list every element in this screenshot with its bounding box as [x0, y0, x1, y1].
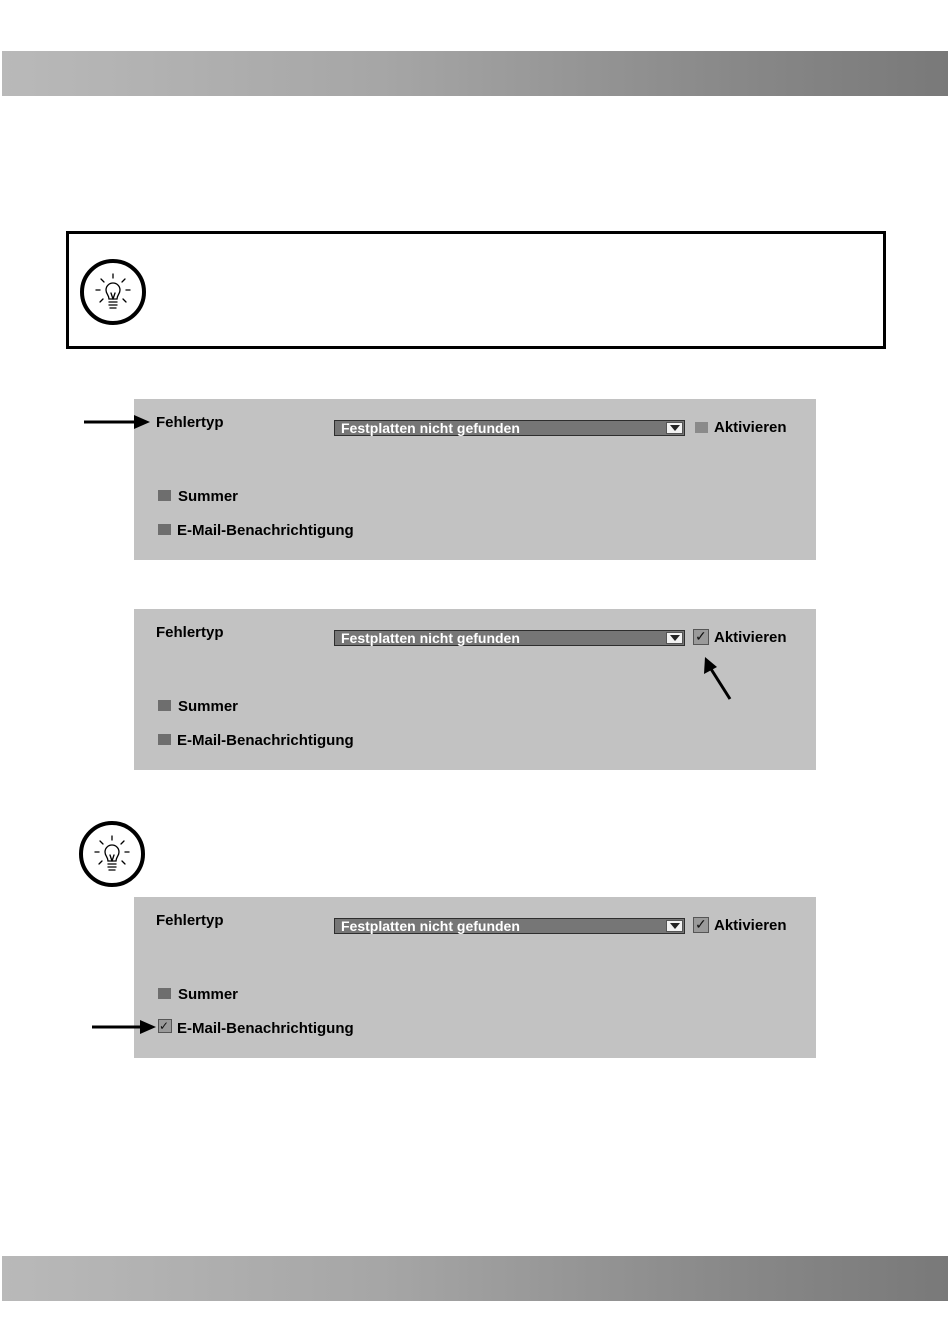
email-notification-checkbox[interactable] [158, 1019, 172, 1033]
buzzer-checkbox[interactable] [158, 700, 171, 711]
buzzer-label: Summer [178, 986, 239, 1003]
footer-bar [2, 1256, 948, 1301]
error-type-dropdown[interactable] [334, 918, 685, 934]
dropdown-value: Festplatten nicht gefunden [341, 630, 520, 646]
activate-checkbox[interactable] [695, 422, 708, 433]
lightbulb-icon [79, 821, 145, 887]
activate-label: Aktivieren [714, 419, 787, 436]
activate-checkbox[interactable] [693, 629, 709, 645]
activate-checkbox[interactable] [693, 917, 709, 933]
chevron-down-icon[interactable] [666, 632, 683, 644]
email-notification-checkbox[interactable] [158, 524, 171, 535]
chevron-down-icon[interactable] [666, 422, 683, 434]
lightbulb-icon [80, 259, 146, 325]
error-type-dropdown[interactable] [334, 630, 685, 646]
activate-label: Aktivieren [714, 917, 787, 934]
arrow-icon [82, 414, 152, 430]
alarm-settings-panel [134, 399, 816, 560]
email-notification-label: E-Mail-Benachrichtigung [177, 732, 354, 749]
checkmark-icon: ✓ [159, 1019, 170, 1033]
error-type-dropdown[interactable] [334, 420, 685, 436]
email-notification-label: E-Mail-Benachrichtigung [177, 1020, 354, 1037]
tip-box [66, 231, 886, 349]
buzzer-checkbox[interactable] [158, 988, 171, 999]
alarm-settings-panel [134, 897, 816, 1058]
checkmark-icon: ✓ [695, 628, 707, 644]
email-notification-checkbox[interactable] [158, 734, 171, 745]
buzzer-label: Summer [178, 488, 239, 505]
arrow-icon [90, 1019, 158, 1035]
error-type-label: Fehlertyp [156, 912, 224, 929]
chevron-down-icon[interactable] [666, 920, 683, 932]
header-bar [2, 51, 948, 96]
dropdown-value: Festplatten nicht gefunden [341, 420, 520, 436]
error-type-label: Fehlertyp [156, 624, 224, 641]
dropdown-value: Festplatten nicht gefunden [341, 918, 520, 934]
arrow-icon [700, 652, 736, 704]
error-type-label: Fehlertyp [156, 414, 224, 431]
email-notification-label: E-Mail-Benachrichtigung [177, 522, 354, 539]
activate-label: Aktivieren [714, 629, 787, 646]
buzzer-label: Summer [178, 698, 239, 715]
checkmark-icon: ✓ [695, 916, 707, 932]
buzzer-checkbox[interactable] [158, 490, 171, 501]
